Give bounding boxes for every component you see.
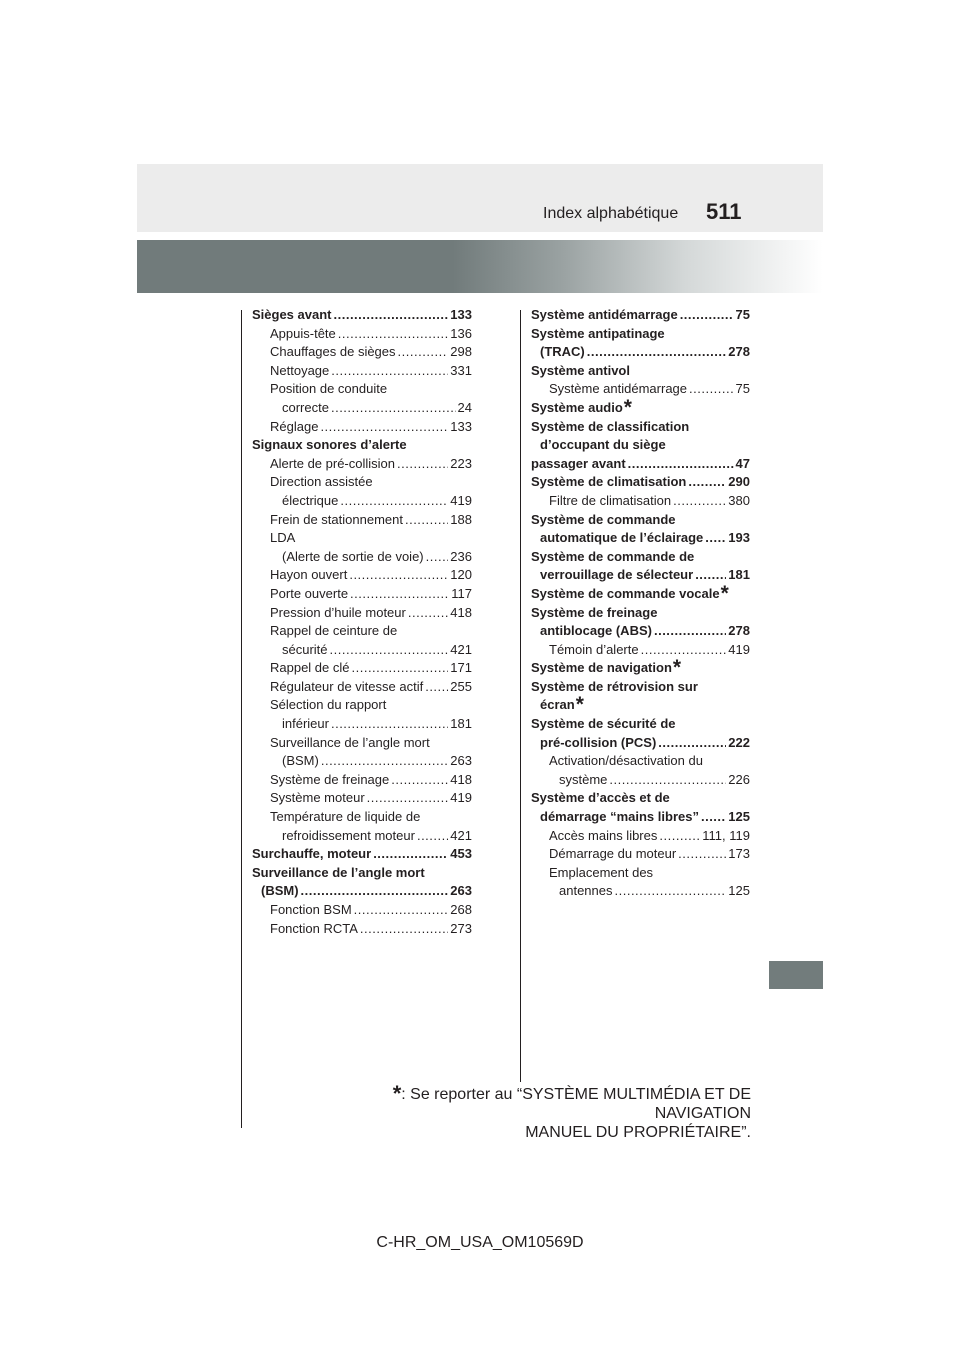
index-entry [531, 827, 750, 846]
index-entry [252, 306, 472, 325]
index-entry [531, 325, 750, 344]
index-entry [252, 845, 472, 864]
entry-term: Sièges avant [252, 307, 332, 322]
header-banner [137, 240, 823, 293]
entry-page: 181 [728, 567, 750, 583]
entry-page: 236 [450, 548, 472, 564]
entry-term: Système de climatisation [531, 474, 687, 490]
entry-term: Régulateur de vitesse actif [270, 678, 424, 694]
index-entry [531, 864, 750, 883]
entry-term: Filtre de climatisation [549, 492, 672, 508]
entry-page: 136 [450, 325, 472, 341]
index-entry [252, 920, 472, 939]
entry-page: 47 [735, 455, 750, 471]
entry-term: Système de rétrovision sur [531, 678, 698, 694]
entry-page: 418 [450, 771, 472, 787]
entry-term: Porte ouverte [270, 585, 349, 601]
page-number: 511 [706, 199, 742, 224]
index-entry [531, 752, 750, 771]
dot-leader [398, 343, 449, 362]
index-entry [531, 715, 750, 734]
entry-term: inférieur [282, 716, 329, 732]
entry-term: Système de commande vocale [531, 585, 720, 601]
dot-leader [680, 306, 734, 325]
entry-page: 263 [450, 883, 472, 899]
index-entry [531, 436, 750, 455]
dot-leader [340, 492, 448, 511]
index-entry [252, 362, 472, 381]
entry-page: 181 [450, 716, 472, 732]
dot-leader [654, 622, 726, 641]
index-entry [531, 604, 750, 623]
entry-term: sécurité [282, 641, 328, 657]
index-entry [252, 399, 472, 418]
index-entry [531, 882, 750, 901]
entry-page: 222 [728, 734, 750, 750]
index-entry [252, 696, 472, 715]
index-entry [252, 808, 472, 827]
footnote-line-2: MANUEL DU PROPRIÉTAIRE”. [525, 1124, 751, 1141]
index-entry [252, 715, 472, 734]
dot-leader [391, 771, 448, 790]
index-entry [252, 604, 472, 623]
dot-leader [408, 604, 448, 623]
dot-leader [331, 399, 456, 418]
entry-term: Système antivol [531, 362, 630, 378]
index-entry [252, 789, 472, 808]
index-entry [531, 418, 750, 437]
entry-page: 263 [450, 753, 472, 769]
entry-page: 125 [728, 809, 750, 825]
dot-leader [349, 566, 448, 585]
entry-page: 226 [728, 771, 750, 787]
index-column-left [252, 306, 472, 938]
index-entry [252, 380, 472, 399]
index-entry [531, 548, 750, 567]
entry-term: d’occupant du siège [540, 437, 666, 453]
dot-leader [673, 492, 726, 511]
entry-page: 278 [728, 344, 750, 360]
dot-leader [641, 641, 727, 660]
entry-term: Réglage [270, 418, 319, 434]
entry-term: Position de conduite [270, 381, 388, 397]
footnote [300, 1081, 751, 1142]
entry-page: 125 [728, 883, 750, 899]
dot-leader [397, 455, 448, 474]
dot-leader [373, 845, 448, 864]
dot-leader [338, 325, 449, 344]
entry-term: passager avant [531, 455, 626, 471]
entry-term: démarrage “mains libres” [540, 809, 699, 825]
entry-term: Accès mains libres [549, 827, 658, 843]
index-entry: Système de navigation * [531, 656, 682, 680]
left-margin-rule [241, 310, 242, 1128]
entry-page: 453 [450, 846, 472, 862]
entry-term: Système de commande de [531, 548, 695, 564]
entry-term: Hayon ouvert [270, 567, 348, 583]
index-entry [252, 622, 472, 641]
index-entry [252, 659, 472, 678]
entry-term: Appuis-tête [270, 325, 336, 341]
entry-term: Système de freinage [270, 771, 390, 787]
entry-term: Fonction BSM [270, 902, 352, 917]
dot-leader [330, 641, 449, 660]
entry-page: 273 [450, 920, 472, 936]
dot-leader [609, 771, 726, 790]
entry-term: Système de classification [531, 418, 690, 434]
dot-leader [367, 789, 449, 808]
index-entry [252, 752, 472, 771]
index-entry [252, 343, 472, 362]
entry-page: 133 [450, 418, 472, 434]
entry-term: (BSM) [261, 883, 299, 899]
section-tab [769, 961, 823, 989]
document-code: C-HR_OM_USA_OM10569D [376, 1234, 584, 1251]
entry-page: 255 [450, 678, 472, 694]
index-entry: écran * [540, 693, 584, 717]
entry-term: électrique [282, 492, 339, 508]
index-entry [531, 473, 750, 492]
entry-page: 117 [451, 585, 472, 601]
entry-term: refroidissement moteur [282, 827, 415, 843]
entry-term: LDA [270, 530, 296, 546]
section-title: Index alphabétique [543, 205, 679, 222]
entry-term: Rappel de ceinture de [270, 623, 398, 639]
index-entry [252, 566, 472, 585]
footnote-line-1 [300, 1081, 751, 1123]
index-entry [531, 566, 750, 585]
index-entry [531, 380, 750, 399]
entry-term: Système d’accès et de [531, 790, 670, 806]
index-entry [531, 678, 750, 697]
entry-term: Nettoyage [270, 362, 330, 378]
entry-page: 133 [450, 307, 472, 322]
dot-leader [331, 715, 448, 734]
entry-term: système [559, 771, 608, 787]
entry-term: Activation/désactivation du [549, 753, 703, 769]
entry-term: Témoin d’alerte [549, 641, 639, 657]
entry-term: automatique de l’éclairage [540, 530, 704, 546]
index-entry [252, 882, 472, 901]
index-entry [252, 455, 472, 474]
entry-term: Frein de stationnement [270, 511, 403, 527]
index-entry [531, 492, 750, 511]
entry-page: 171 [450, 660, 472, 676]
entry-page: 298 [450, 344, 472, 360]
dot-leader [688, 473, 726, 492]
entry-term: Sélection du rapport [270, 697, 387, 713]
entry-page: 188 [450, 511, 472, 527]
index-entry [531, 771, 750, 790]
entry-term: (TRAC) [540, 344, 585, 360]
index-entry [531, 622, 750, 641]
dot-leader [678, 845, 726, 864]
entry-page: 419 [728, 641, 750, 657]
dot-leader [352, 659, 449, 678]
entry-page: 268 [450, 902, 472, 917]
entry-term: Rappel de clé [270, 660, 350, 676]
entry-page: 278 [728, 623, 750, 639]
entry-page: 173 [728, 846, 750, 862]
dot-leader [405, 511, 448, 530]
entry-term: Système antidémarrage [531, 307, 678, 322]
entry-page: 75 [735, 307, 750, 322]
entry-term: Système audio [531, 399, 623, 415]
dot-leader [417, 827, 448, 846]
index-entry [252, 771, 472, 790]
entry-term: Démarrage du moteur [549, 846, 677, 862]
entry-term: Surveillance de l’angle mort [270, 734, 430, 750]
index-entry [531, 529, 750, 548]
index-entry [252, 734, 472, 753]
index-entry [252, 492, 472, 511]
dot-leader [301, 882, 449, 901]
entry-term: Système moteur [270, 790, 365, 806]
dot-leader [360, 920, 448, 939]
entry-page: 418 [450, 604, 472, 620]
index-entry [531, 808, 750, 827]
dot-leader [658, 734, 726, 753]
index-entry [252, 418, 472, 437]
entry-term: correcte [282, 399, 329, 415]
entry-term: (Alerte de sortie de voie) [282, 548, 424, 564]
index-entry [531, 362, 750, 381]
index-entry [252, 585, 472, 604]
index-entry: Système de commande vocale * [531, 581, 729, 605]
entry-term: antiblocage (ABS) [540, 623, 652, 639]
index-entry [252, 473, 472, 492]
entry-page: 193 [728, 530, 750, 546]
index-entry [252, 511, 472, 530]
dot-leader [659, 827, 700, 846]
index-entry [252, 436, 472, 455]
index-entry [531, 455, 750, 474]
index-entry [531, 734, 750, 753]
dot-leader [350, 585, 449, 604]
dot-leader [426, 548, 449, 567]
entry-term: Température de liquide de [270, 809, 421, 825]
entry-page: 24 [457, 399, 472, 415]
dot-leader [425, 678, 448, 697]
entry-term: Système de navigation [531, 660, 672, 676]
index-entry [252, 641, 472, 660]
entry-term: pré-collision (PCS) [540, 734, 657, 750]
entry-term: Système antipatinage [531, 325, 665, 341]
entry-term: verrouillage de sélecteur [540, 567, 694, 583]
index-entry [252, 325, 472, 344]
dot-leader [334, 306, 449, 325]
index-entry [531, 641, 750, 660]
index-entry [531, 511, 750, 530]
entry-page: 75 [735, 381, 750, 397]
entry-term: Système de sécurité de [531, 716, 676, 732]
dot-leader [354, 901, 449, 920]
dot-leader [587, 343, 727, 362]
index-entry [252, 678, 472, 697]
dot-leader [705, 529, 726, 548]
entry-term: Fonction RCTA [270, 920, 358, 936]
entry-term: (BSM) [282, 753, 319, 769]
index-entry [531, 343, 750, 362]
index-entry [252, 548, 472, 567]
dot-leader [628, 455, 734, 474]
footnote-star: * [392, 1081, 402, 1106]
entry-term: antennes [559, 883, 613, 899]
entry-term: Système de commande [531, 511, 676, 527]
entry-page: 421 [450, 641, 472, 657]
index-entry [531, 845, 750, 864]
entry-page: 380 [728, 492, 750, 508]
dot-leader [701, 808, 726, 827]
entry-term: écran [540, 697, 575, 713]
index-entry: Système audio * [531, 395, 632, 419]
dot-leader [331, 362, 448, 381]
entry-term: Système de freinage [531, 604, 658, 620]
index-entry [252, 529, 472, 548]
index-entry [531, 306, 750, 325]
entry-term: Chauffages de sièges [270, 344, 396, 360]
entry-term: Surveillance de l’angle mort [252, 864, 425, 880]
dot-leader [320, 418, 448, 437]
column-divider [520, 310, 521, 1082]
entry-page: 120 [450, 567, 472, 583]
entry-term: Signaux sonores d’alerte [252, 437, 407, 453]
index-entry [252, 901, 472, 920]
index-entry [252, 864, 472, 883]
entry-page: 331 [450, 362, 472, 378]
index-column-right [531, 306, 750, 901]
dot-leader [689, 380, 734, 399]
index-entry [252, 827, 472, 846]
entry-page: 421 [450, 827, 472, 843]
entry-term: Direction assistée [270, 474, 373, 490]
footnote-text-1: : Se reporter au “SYSTÈME MULTIMÉDIA ET DE NAVIGATION [401, 1086, 751, 1122]
dot-leader [321, 752, 448, 771]
entry-page: 223 [450, 455, 472, 471]
index-entry [531, 789, 750, 808]
entry-term: Pression d’huile moteur [270, 604, 406, 620]
entry-page: 419 [450, 790, 472, 806]
entry-term: Alerte de pré-collision [270, 455, 396, 471]
entry-term: Système antidémarrage [549, 381, 688, 397]
entry-term: Surchauffe, moteur [252, 846, 372, 862]
entry-page: 419 [450, 492, 472, 508]
dot-leader [615, 882, 727, 901]
entry-term: Emplacement des [549, 864, 654, 880]
entry-page: 290 [728, 474, 750, 490]
entry-page: 111, 119 [702, 827, 750, 843]
